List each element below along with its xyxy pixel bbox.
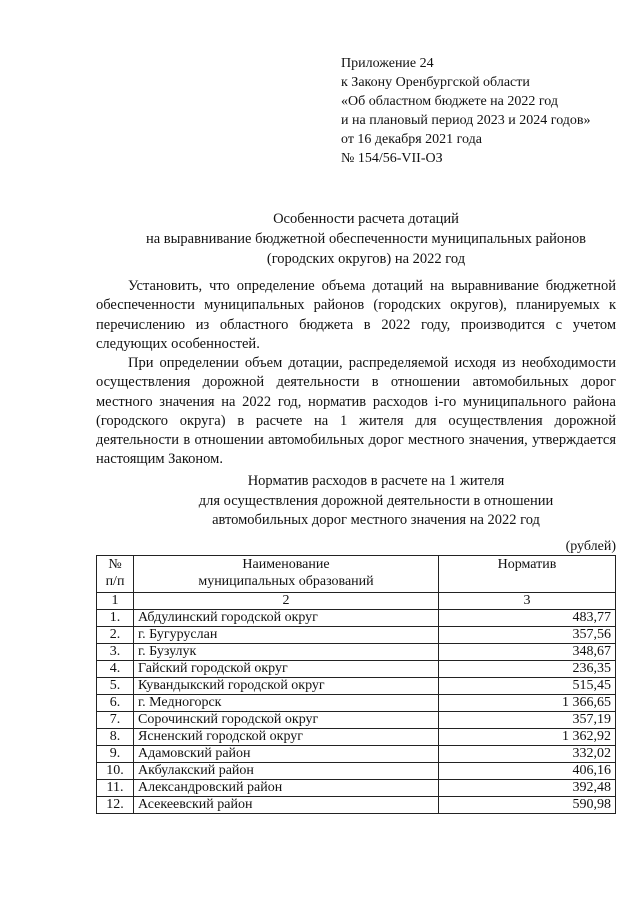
row-number: 8.	[97, 729, 134, 746]
table-header-row	[97, 556, 616, 593]
appendix-reference	[341, 54, 591, 168]
table-title-line: Норматив расходов в расчете на 1 жителя	[247, 473, 505, 489]
title-line: на выравнивание бюджетной обеспеченности муниципальных районов	[145, 231, 587, 247]
row-value: 515,45	[439, 678, 616, 695]
document-title	[90, 209, 640, 269]
row-name: Абдулинский городской округ	[134, 610, 439, 627]
table-row	[97, 644, 616, 661]
column-number-row	[97, 593, 616, 610]
row-name: Гайский городской округ	[134, 661, 439, 678]
row-number: 12.	[97, 797, 134, 814]
row-name: Александровский район	[134, 780, 439, 797]
row-value: 590,98	[439, 797, 616, 814]
row-value: 348,67	[439, 644, 616, 661]
units-label: (рублей)	[565, 539, 616, 554]
row-number: 11.	[97, 780, 134, 797]
row-number: 5.	[97, 678, 134, 695]
title-line: (городских округов) на 2022 год	[266, 251, 466, 267]
table-row	[97, 695, 616, 712]
row-value: 1 366,65	[439, 695, 616, 712]
header-value: Норматив	[439, 556, 616, 593]
header-name-line2: муниципальных образований	[198, 574, 374, 589]
row-value: 483,77	[439, 610, 616, 627]
table-title	[96, 472, 640, 531]
table-row	[97, 712, 616, 729]
column-number: 3	[439, 593, 616, 610]
header-number	[97, 556, 134, 593]
paragraph-1: Установить, что определение объема дотаций на выравнивание бюджетной обеспеченности муниципальных районов (городских округов), планируемых к перечислению из областного бюджета в 2022 году, производится с учетом следующих особенностей.	[96, 278, 616, 352]
table-title-line: для осуществления дорожной деятельности в отношении	[198, 492, 554, 509]
row-value: 357,56	[439, 627, 616, 644]
header-name	[134, 556, 439, 593]
table-row	[97, 763, 616, 780]
table-row	[97, 746, 616, 763]
row-value: 392,48	[439, 780, 616, 797]
norms-table	[96, 555, 616, 814]
row-number: 10.	[97, 763, 134, 780]
table-row	[97, 610, 616, 627]
header-name-line1: Наименование	[242, 557, 330, 572]
row-name: Адамовский район	[134, 746, 439, 763]
table-row	[97, 780, 616, 797]
header-number-line2: п/п	[105, 574, 125, 589]
appendix-line: к Закону Оренбургской области	[341, 75, 530, 90]
table-row	[97, 627, 616, 644]
row-name: г. Бузулук	[134, 644, 439, 661]
table-row	[97, 678, 616, 695]
row-value: 357,19	[439, 712, 616, 729]
appendix-line: «Об областном бюджете на 2022 год	[341, 94, 558, 109]
appendix-line: и на плановый период 2023 и 2024 годов»	[341, 113, 591, 128]
row-value: 236,35	[439, 661, 616, 678]
paragraph-2: При определении объем дотации, распределяемой исходя из необходимости осуществления дорожной деятельности в отношении автомобильных дорог местного значения на 2022 год, норматив расходов i-го муниципального района (городского округа) в расчете на 1 жителя для осуществления дорожной деятельности в отношении автомобильных дорог местного значения, утверждается настоящим Законом.	[96, 355, 616, 468]
row-name: г. Медногорск	[134, 695, 439, 712]
table-row	[97, 729, 616, 746]
row-number: 7.	[97, 712, 134, 729]
row-name: г. Бугуруслан	[134, 627, 439, 644]
row-name: Сорочинский городской округ	[134, 712, 439, 729]
row-number: 3.	[97, 644, 134, 661]
row-name: Асекеевский район	[134, 797, 439, 814]
column-number: 2	[134, 593, 439, 610]
column-number: 1	[97, 593, 134, 610]
row-name: Акбулакский район	[134, 763, 439, 780]
table-row	[97, 797, 616, 814]
row-name: Кувандыкский городской округ	[134, 678, 439, 695]
row-number: 6.	[97, 695, 134, 712]
appendix-line: № 154/56-VII-ОЗ	[341, 151, 443, 166]
row-number: 9.	[97, 746, 134, 763]
header-number-line1: №	[108, 557, 122, 572]
table-row	[97, 661, 616, 678]
row-number: 2.	[97, 627, 134, 644]
title-line: Особенности расчета дотаций	[273, 211, 459, 227]
appendix-line: от 16 декабря 2021 года	[341, 132, 482, 147]
table-title-line: автомобильных дорог местного значения на 2022 год	[212, 512, 540, 528]
row-value: 406,16	[439, 763, 616, 780]
row-value: 1 362,92	[439, 729, 616, 746]
row-number: 4.	[97, 661, 134, 678]
row-number: 1.	[97, 610, 134, 627]
row-value: 332,02	[439, 746, 616, 763]
appendix-line: Приложение 24	[341, 56, 434, 71]
row-name: Ясненский городской округ	[134, 729, 439, 746]
